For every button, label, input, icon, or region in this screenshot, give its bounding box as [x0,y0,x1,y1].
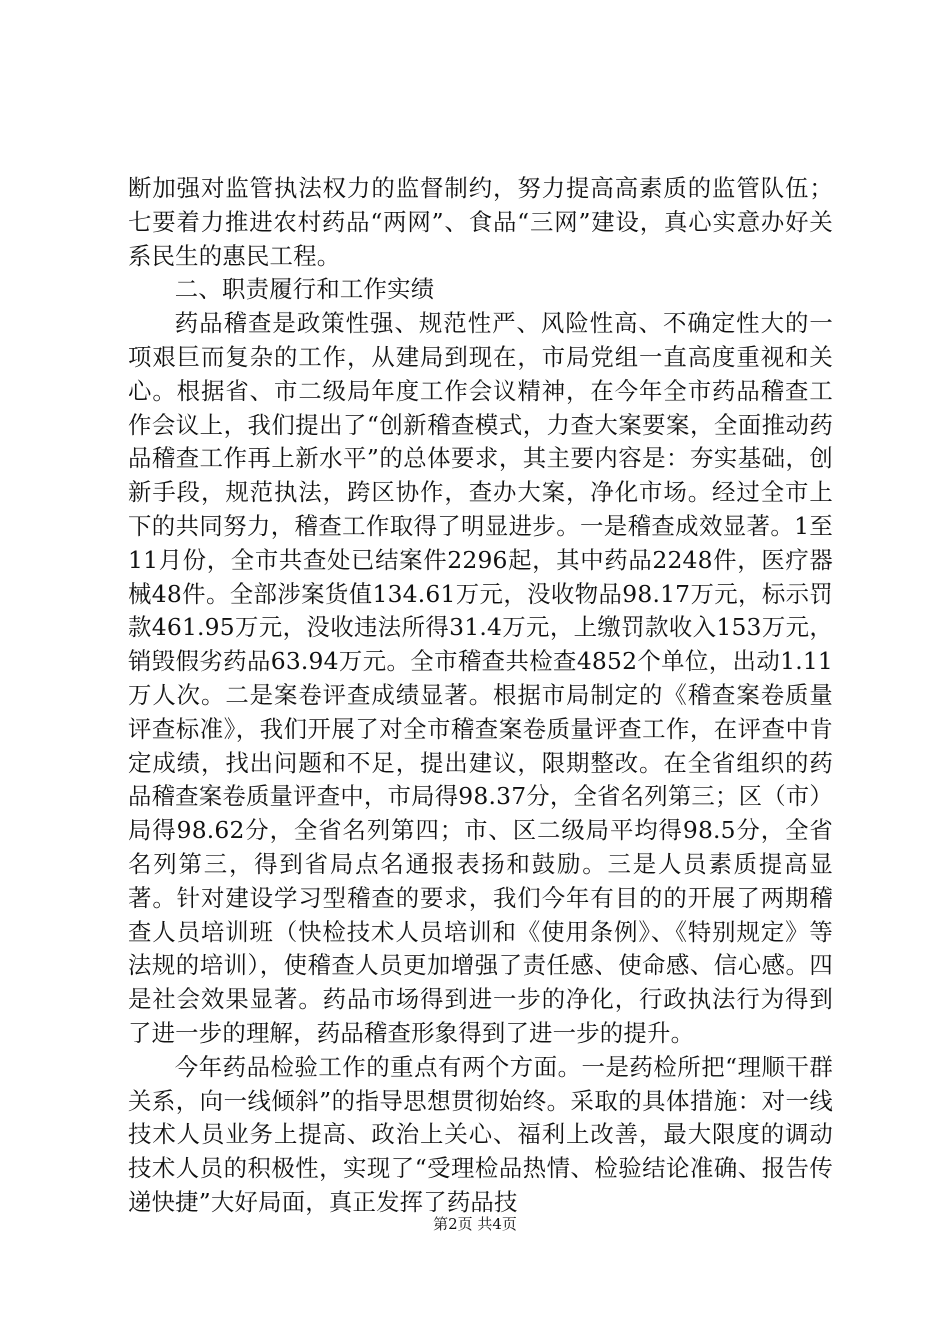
section-heading: 二、职责履行和工作实绩 [174,275,435,304]
paragraph-continuation: 断加强对监管执法权力的监督制约，努力提高高素质的监管队伍；七要着力推进农村药品“两网”、食品“三网”建设，真心实意办好关系民生的惠民工程。 [128,174,833,270]
paragraph-inspection: 药品稽查是政策性强、规范性严、风险性高、不确定性大的一项艰巨而复杂的工作，从建局到现在，市局党组一直高度重视和关心。根据省、市二级局年度工作会议精神，在今年全市药品稽查工作会议上，我们提出了“创新稽查模式，力查大案要案，全面推动药品稽查工作再上新水平”的总体要求，其主要内容是：夯实基础，创新手段，规范执法，跨区协作，查办大案，净化市场。经过全市上下的共同努力，稽查工作取得了明显进步。一是稽查成效显著。1至11月份，全市共查处已结案件2296起，其中药品2248件，医疗器械48件。全部涉案货值134.61万元，没收物品98.17万元，标示罚款461.95万元，没收违法所得31.4万元，上缴罚款收入153万元，销毁假劣药品63.94万元。全市稽查共检查4852个单位，出动1.11万人次。二是案卷评查成绩显著。根据市局制定的《稽查案卷质量评查标准》，我们开展了对全市稽查案卷质量评查工作，在评查中肯定成绩，找出问题和不足，提出建议，限期整改。在全省组织的药品稽查案卷质量评查中，市局得98.37分，全省名列第三；区（市）局得98.62分，全省名列第四；市、区二级局平均得98.5分，全省名列第三，得到省局点名通报表扬和鼓励。三是人员素质提高显著。针对建设学习型稽查的要求，我们今年有目的的开展了两期稽查人员培训班（快检技术人员培训和《使用条例》、《特别规定》等法规的培训），使稽查人员更加增强了责任感、使命感、信心感。四是社会效果显著。药品市场得到进一步的净化，行政执法行为得到了进一步的理解，药品稽查形象得到了进一步的提升。 [128,309,833,1047]
page-footer: 第2页 共4页 [433,1215,517,1233]
document-body [128,172,833,1220]
paragraph-testing: 今年药品检验工作的重点有两个方面。一是药检所把“理顺干群关系，向一线倾斜”的指导思想贯彻始终。采取的具体措施：对一线技术人员业务上提高、政治上关心、福利上改善，最大限度的调动技术人员的积极性，实现了“受理检品热情、检验结论准确、报告传递快捷”大好局面，真正发挥了药品技 [128,1052,833,1216]
